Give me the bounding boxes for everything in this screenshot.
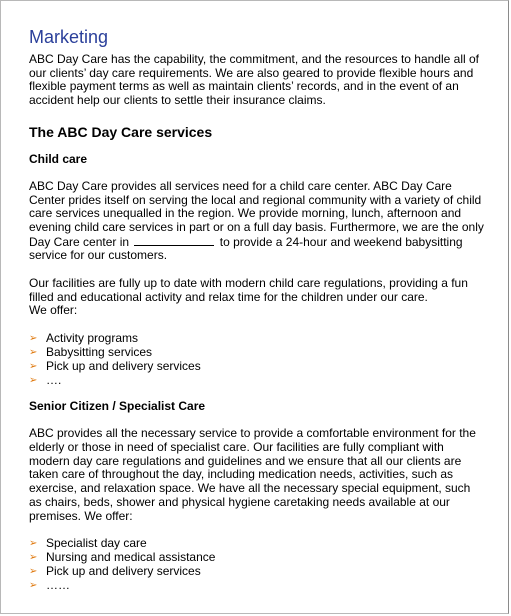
list-item: ➢ Babysitting services — [29, 344, 153, 359]
arrow-bullet-icon: ➢ — [29, 360, 38, 372]
list-item: ➢ Activity programs — [29, 331, 139, 346]
list-item: ➢ Specialist day care — [29, 536, 147, 551]
arrow-bullet-icon: ➢ — [29, 538, 38, 550]
senior-care-heading: Senior Citizen / Specialist Care — [29, 399, 206, 414]
list-item: ➢ …… — [29, 577, 70, 592]
document-content — [29, 27, 484, 592]
arrow-bullet-icon: ➢ — [29, 565, 38, 577]
arrow-bullet-icon: ➢ — [29, 333, 38, 345]
arrow-bullet-icon: ➢ — [29, 552, 38, 564]
child-care-offer-list — [29, 332, 484, 387]
senior-care-paragraph: ABC provides all the necessary service to provide a comfortable environment for the elderly or those in need of specialist care. Our facilities are fully compliant with modern day care regulations and guidelines and we ensure that all our clients are taken care of throughout the day, including medication needs, activities, such as exercise, and relaxation space. We have all the necessary special equipment, such as chairs, beds, shower and physical hygiene caretaking needs available at our premises. We offer: — [29, 426, 476, 523]
intro-paragraph: ABC Day Care has the capability, the commitment, and the resources to handle all of our clients’ day care requirements. We are also geared to provide flexible hours and flexible payment terms as well as maintain clients’ records, and in the event of an accident help our clients to settle their insurance claims. — [29, 52, 480, 108]
arrow-bullet-icon: ➢ — [29, 579, 38, 591]
services-heading: The ABC Day Care services — [29, 123, 213, 140]
senior-care-offer-list — [29, 537, 484, 592]
list-item: ➢ Nursing and medical assistance — [29, 550, 216, 565]
child-care-paragraph-2: Our facilities are fully up to date with modern child care regulations, providing a fun filled and educational activity and relax time for the children under our care. — [29, 276, 468, 304]
child-care-heading: Child care — [29, 151, 88, 166]
arrow-bullet-icon: ➢ — [29, 346, 38, 358]
child-care-we-offer: We offer: — [29, 303, 78, 318]
child-care-text-after-blank: to provide a 24-hour and weekend babysitting service for our customers. — [29, 234, 463, 263]
list-item: ➢ Pick up and delivery services — [29, 358, 201, 373]
fill-in-blank — [134, 235, 214, 246]
arrow-bullet-icon: ➢ — [29, 374, 38, 386]
page-title: Marketing — [29, 27, 109, 47]
list-item: ➢ Pick up and delivery services — [29, 563, 201, 578]
child-care-paragraph-1 — [29, 180, 484, 263]
child-care-text-before-blank: ABC Day Care provides all services need for a child care center. ABC Day Care Center prides itself on serving the local and regional community with a variety of child care services unequalled in the region. We provide morning, lunch, afternoon and evening child care services in part or on a full day basis. Furthermore, we are the only Day Care center in — [29, 178, 484, 249]
list-item: ➢ …. — [29, 372, 62, 387]
